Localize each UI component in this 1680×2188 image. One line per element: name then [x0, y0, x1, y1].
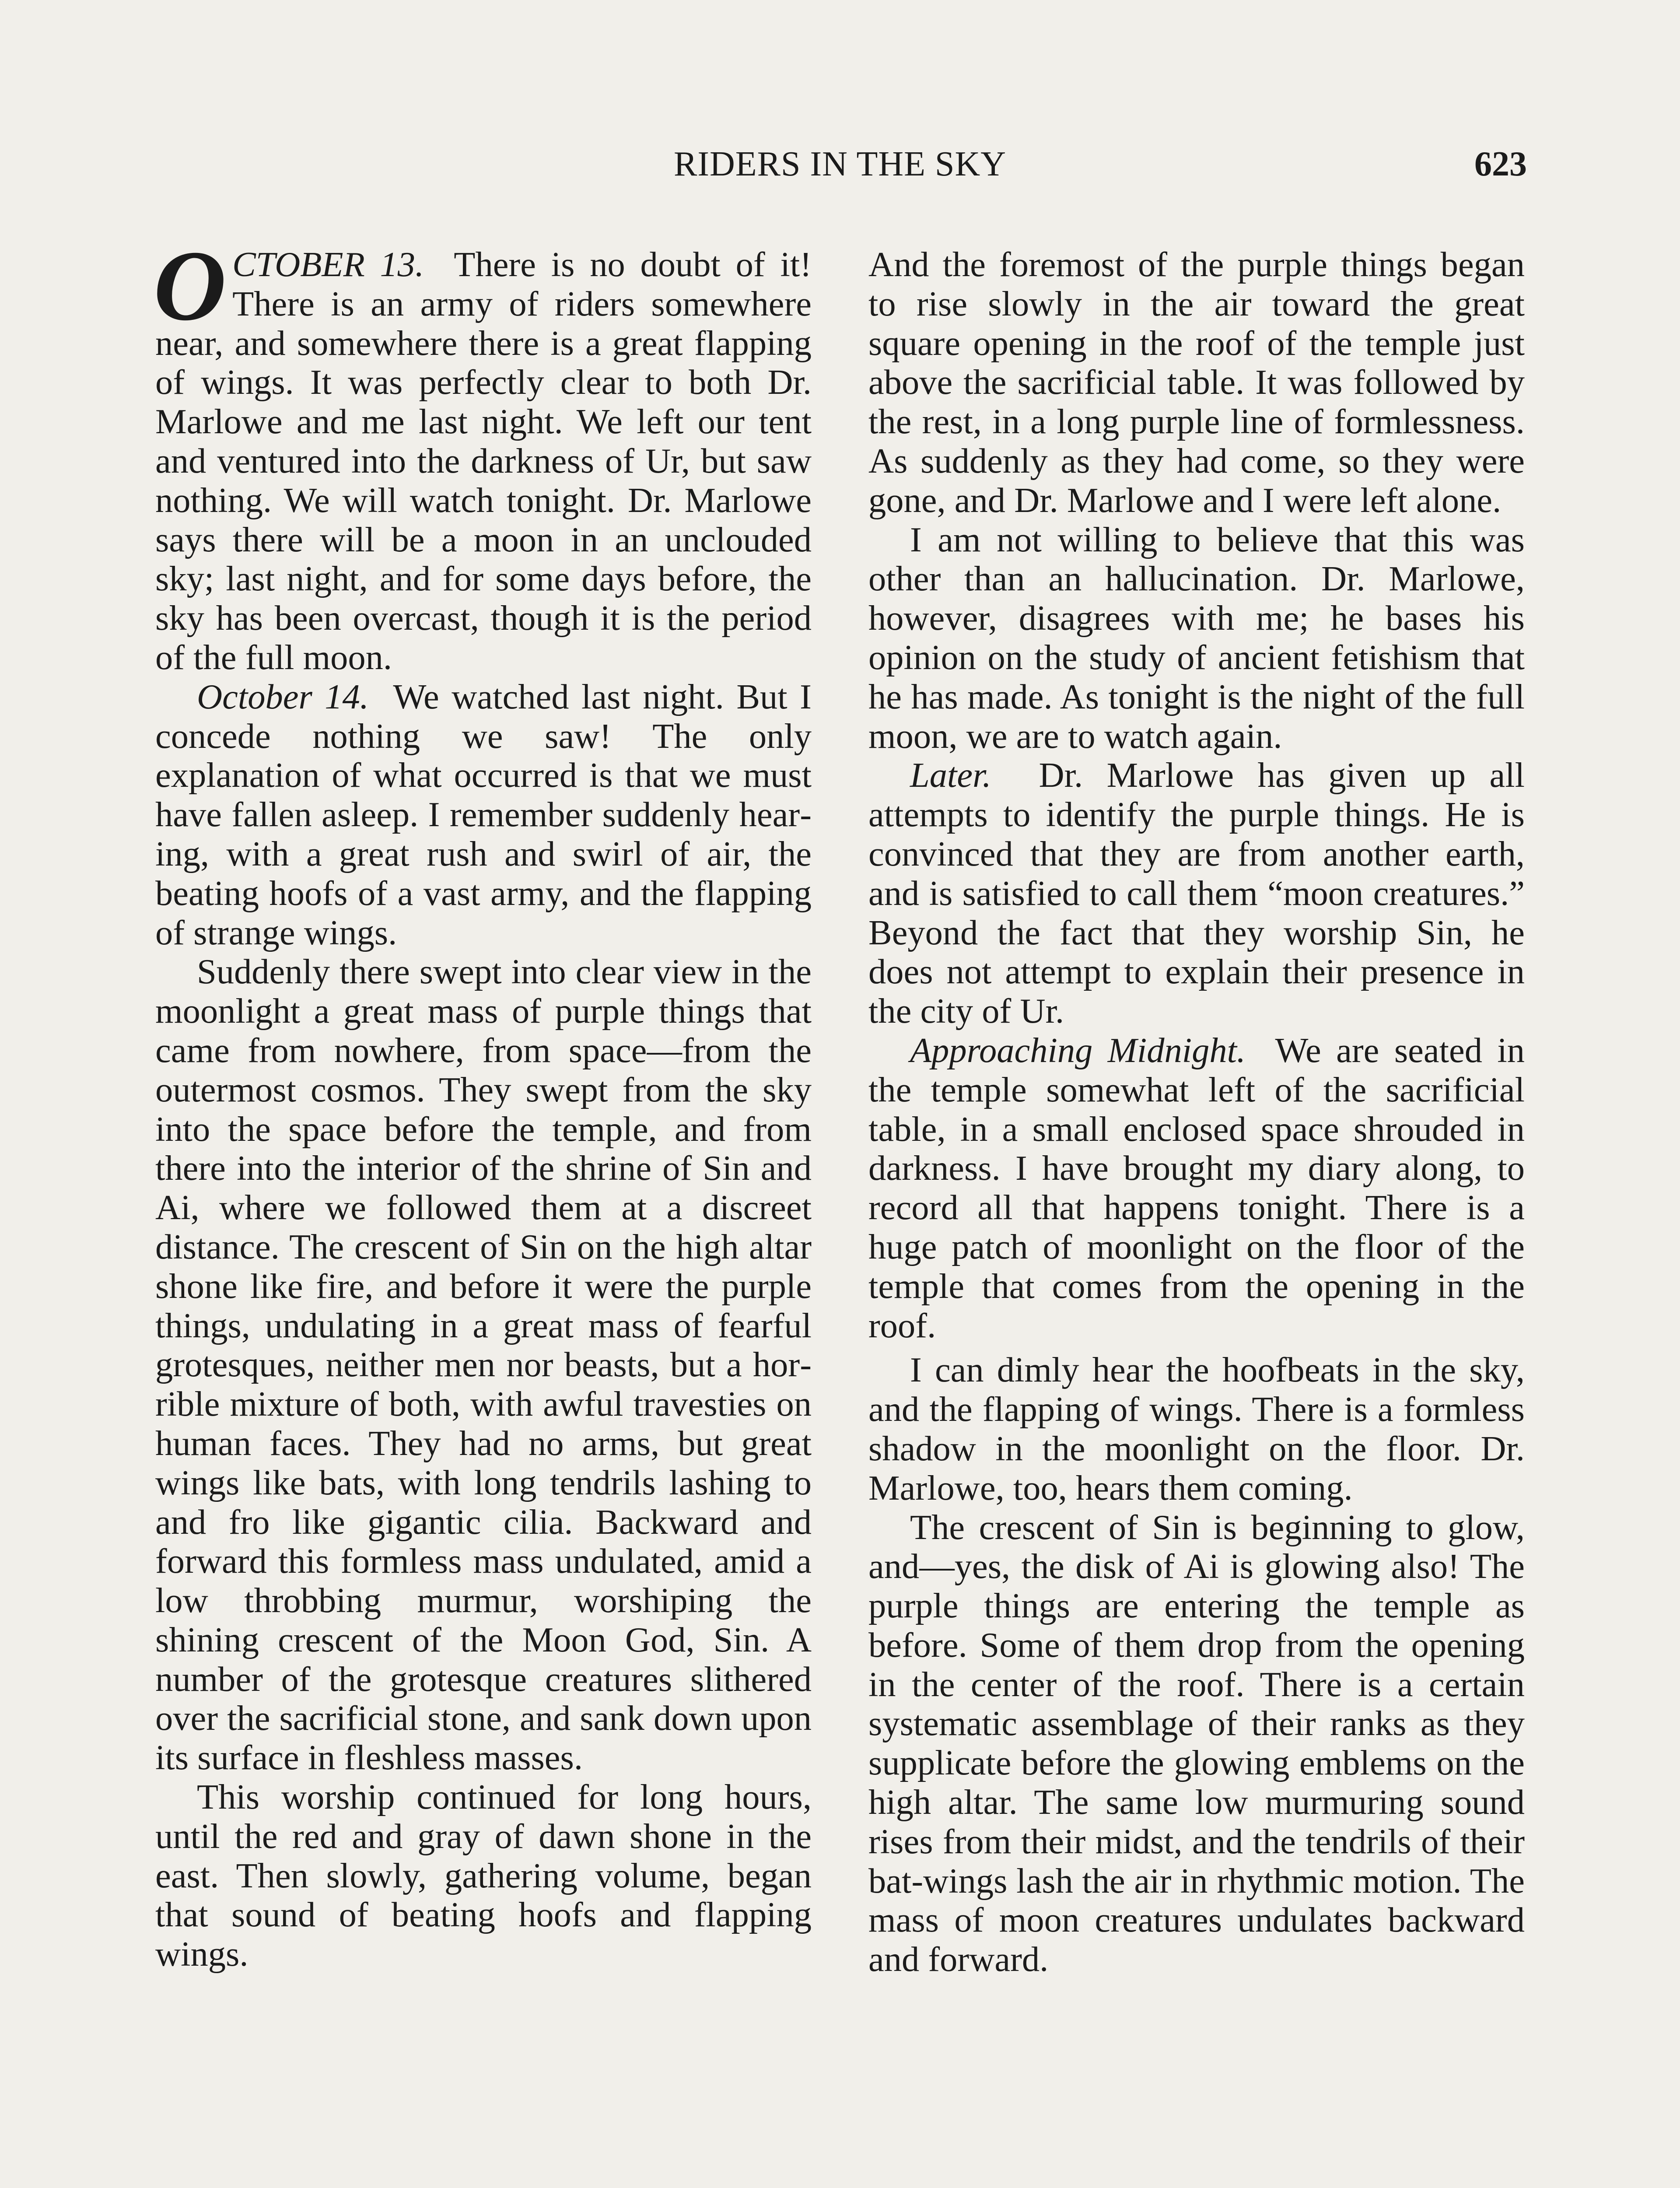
paragraph: This worship continued for long hours, until the red and gray of dawn shone in the east. Then slowly, gathering volume, began that sound of beating hoofs and flapping wings.: [155, 1778, 812, 1974]
paragraph: I can dimly hear the hoofbeats in the sky, and the flapping of wings. There is a formless shadow in the moonlight on the floor. Dr. Marlowe, too, hears them coming.: [868, 1350, 1525, 1508]
paragraph: And the foremost of the purple things began to rise slowly in the air toward the great square opening in the roof of the temple just above the sacrificial table. It was followed by the rest, in a long purple line of formlessness. As suddenly as they had come, so they were gone, and Dr. Marlowe and I were left alone.: [868, 245, 1525, 520]
paragraph-october-14: [155, 677, 812, 953]
drop-cap: O: [154, 230, 227, 341]
time-lead-in: Later.: [910, 756, 991, 795]
right-column: [868, 245, 1525, 1979]
paragraph-later: [868, 756, 1525, 1031]
paragraph-text: We are seated in the temple somewhat left of the sacrificial table, in a small enclosed space shrouded in darkness. I have brought my diary along, to record all that happens tonight. There is a huge patch of moonlight on the floor of the temple that comes from the opening in the roof.: [868, 1031, 1525, 1345]
paragraph: The crescent of Sin is beginning to glow, and—yes, the disk of Ai is glowing also! The purple things are entering the temple as before. Some of them drop from the opening in the center of the roof. There is a certain systematic assemblage of their ranks as they supplicate before the glowing emblems on the high altar. The same low murmuring sound rises from their midst, and the tendrils of their bat-wings lash the air in rhythmic motion. The mass of moon creatures undulates backward and forward.: [868, 1508, 1525, 1979]
date-lead-in: CTOBER 13.: [232, 245, 424, 284]
paragraph-october-13: [154, 230, 812, 677]
left-column: [154, 230, 812, 1974]
paragraph-approaching-midnight: [868, 1031, 1525, 1345]
paragraph-text: Dr. Marlowe has given up all attempts to identify the purple things. He is convinced that they are from another earth, and is satisfied to call them “moon creatures.” Beyond the fact that they worship Sin, he does not attempt to explain their presence in the city of Ur.: [868, 756, 1525, 1031]
date-lead-in: October 14.: [197, 677, 369, 716]
time-lead-in: Approaching Midnight.: [910, 1031, 1246, 1070]
running-title: RIDERS IN THE SKY: [673, 145, 1006, 183]
page-number: 623: [1474, 145, 1527, 183]
paragraph-text: We watched last night. But I concede nothing we saw! The only explanation of what occurred is that we must have fallen asleep. I remember suddenly hearing, with a great rush and swirl of air, the beating hoofs of a vast army, and the flapping of strange wings.: [155, 677, 812, 952]
paragraph-text: There is no doubt of it! There is an army of riders somewhere near, and somewhere there is a great flapping of wings. It was perfectly clear to both Dr. Marlowe and me last night. We left our tent and ventured into the darkness of Ur, but saw nothing. We will watch tonight. Dr. Marlowe says there will be a moon in an unclouded sky; last night, and for some days before, the sky has been overcast, though it is the period of the full moon.: [155, 245, 812, 677]
running-head: [0, 144, 1680, 193]
paragraph: Suddenly there swept into clear view in the moonlight a great mass of purple things that came from nowhere, from space—from the outermost cosmos. They swept from the sky into the space before the temple, and from there into the interior of the shrine of Sin and Ai, where we followed them at a discreet distance. The crescent of Sin on the high altar shone like fire, and before it were the purple things, undulating in a great mass of fearful grotesques, neither men nor beasts, but a horrible mixture of both, with awful travesties on human faces. They had no arms, but great wings like bats, with long tendrils lashing to and fro like gigantic cilia. Backward and forward this formless mass undulated, amid a low throbbing murmur, worshiping the shining crescent of the Moon God, Sin. A number of the grotesque creatures slithered over the sacrificial stone, and sank down upon its surface in fleshless masses.: [155, 952, 812, 1778]
paragraph: I am not willing to believe that this was other than an hallucination. Dr. Marlowe, however, disagrees with me; he bases his opinion on the study of ancient fetishism that he has made. As tonight is the night of the full moon, we are to watch again.: [868, 520, 1525, 756]
